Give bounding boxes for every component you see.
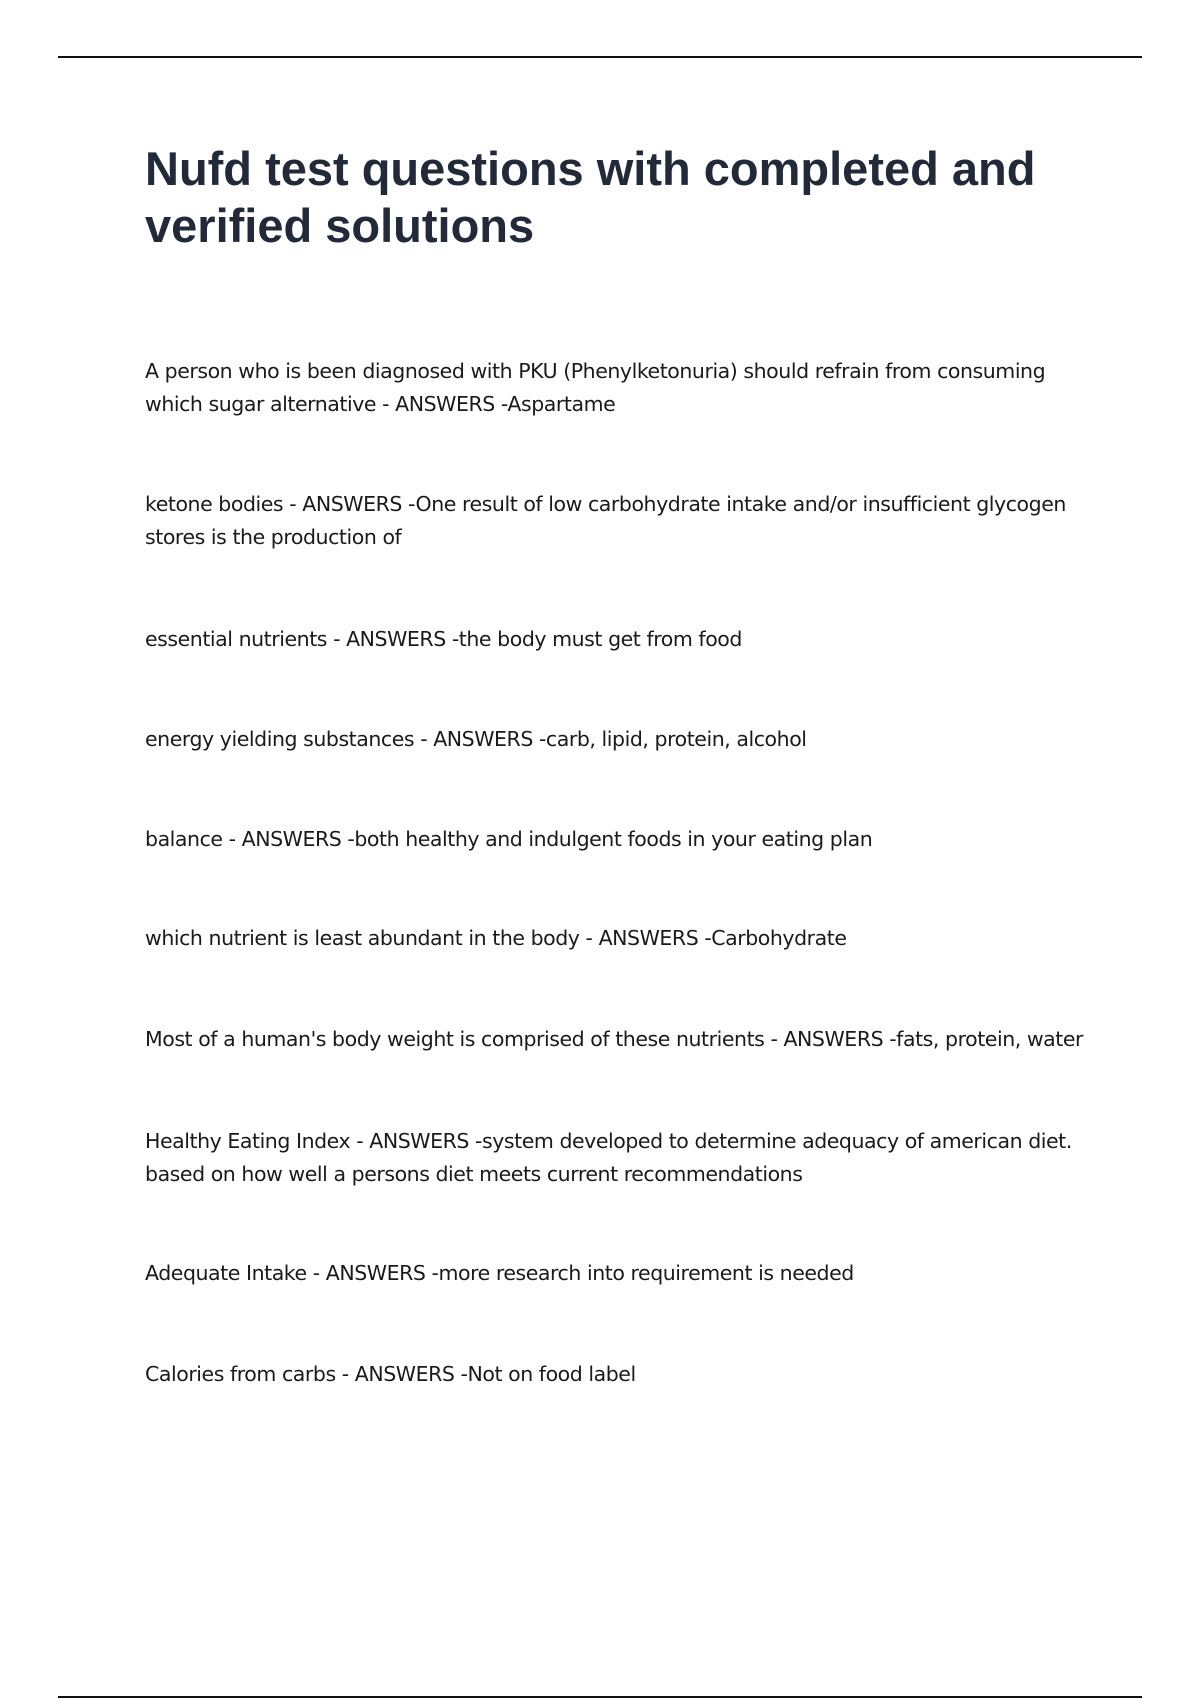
qa-item: Adequate Intake - ANSWERS -more research into requirement is needed (145, 1261, 854, 1285)
bottom-rule (58, 1696, 1142, 1698)
top-rule (58, 56, 1142, 58)
qa-item: essential nutrients - ANSWERS -the body must get from food (145, 627, 742, 651)
qa-item: energy yielding substances - ANSWERS -carb, lipid, protein, alcohol (145, 727, 807, 751)
qa-item: balance - ANSWERS -both healthy and indulgent foods in your eating plan (145, 827, 873, 851)
document-title: Nufd test questions with completed and verified solutions (145, 142, 1036, 252)
qa-item: Healthy Eating Index - ANSWERS -system developed to determine adequacy of american diet. based on how well a persons diet meets current recommendations (145, 1129, 1072, 1186)
qa-item: Calories from carbs - ANSWERS -Not on food label (145, 1362, 636, 1386)
qa-item: which nutrient is least abundant in the body - ANSWERS -Carbohydrate (145, 926, 847, 950)
qa-item: ketone bodies - ANSWERS -One result of low carbohydrate intake and/or insufficient glycogen stores is the production of (145, 492, 1066, 549)
qa-item: A person who is been diagnosed with PKU (Phenylketonuria) should refrain from consuming which sugar alternative - ANSWERS -Aspartame (145, 359, 1046, 416)
qa-item: Most of a human's body weight is comprised of these nutrients - ANSWERS -fats, protein, water (145, 1027, 1084, 1051)
